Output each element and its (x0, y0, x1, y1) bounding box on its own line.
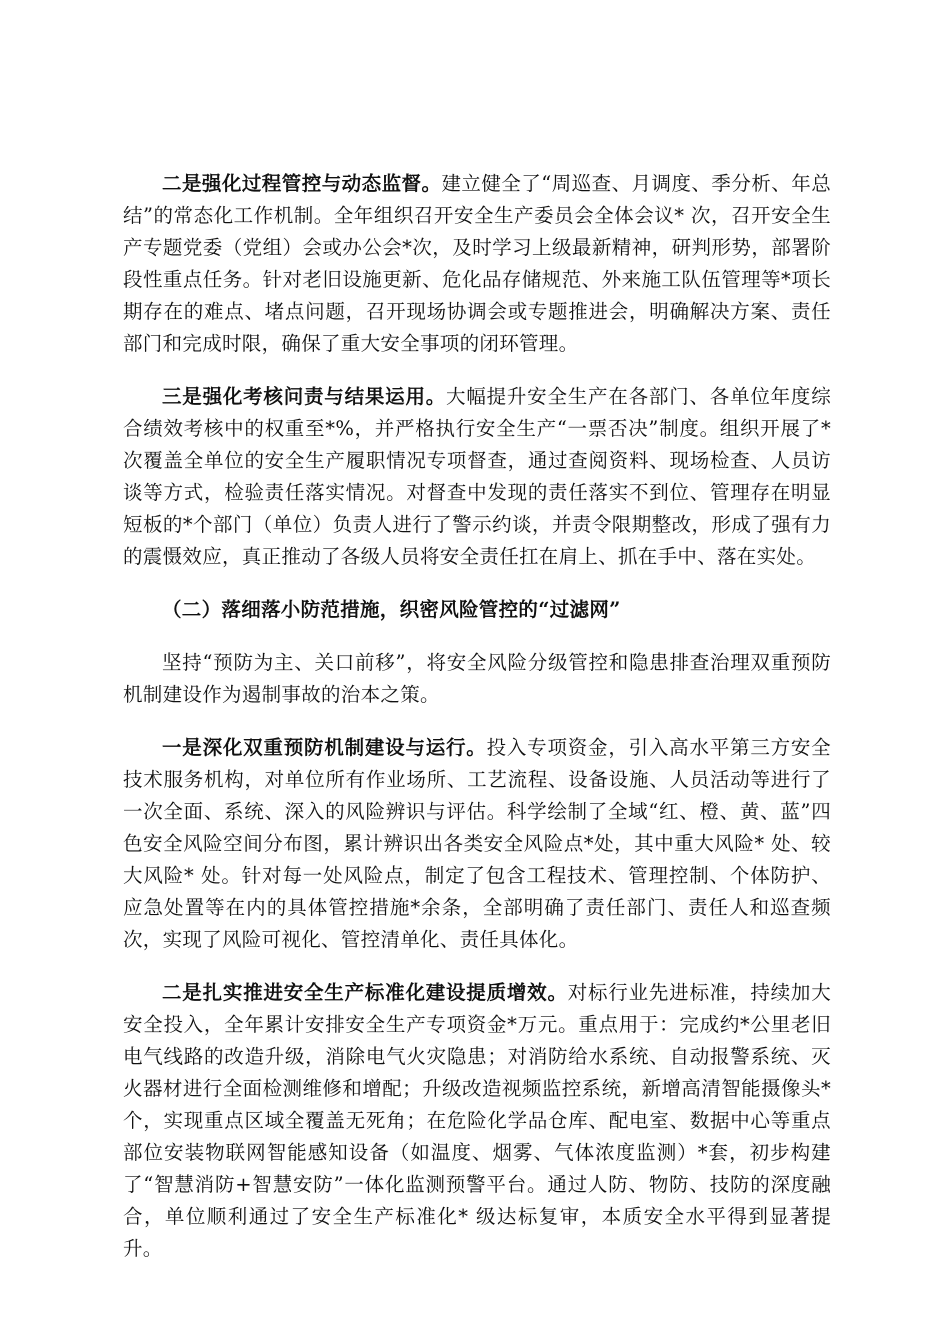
paragraph-dual-prevention (123, 732, 831, 956)
paragraph-lead: 一是深化双重预防机制建设与运行。 (162, 736, 487, 759)
paragraph-body: 对标行业先进标准，持续加大安全投入，全年累计安排安全生产专项资金*万元。重点用于：完成约*公里老旧电气线路的改造升级，消除电气火灾隐患；对消防给水系统、自动报警系统、灭火器材进行全面检测维修和增配；升级改造视频监控系统，新增高清智能摄像头*个，实现重点区域全覆盖无死角；在危险化学品仓库、配电室、数据中心等重点部位安装物联网智能感知设备（如温度、烟雾、气体浓度监测）*套，初步构建了“智慧消防+智慧安防”一体化监测预警平台。通过人防、物防、技防的深度融合，单位顺利通过了安全生产标准化* 级达标复审，本质安全水平得到显著提升。 (123, 981, 831, 1260)
section-intro: 坚持“预防为主、关口前移”，将安全风险分级管控和隐患排查治理双重预防机制建设作为遏制事故的治本之策。 (123, 651, 831, 706)
section-heading: （二）落细落小防范措施，织密风险管控的“过滤网” (162, 598, 621, 621)
paragraph-body: 建立健全了“周巡查、月调度、季分析、年总结”的常态化工作机制。全年组织召开安全生产委员会全体会议* 次，召开安全生产专题党委（党组）会或办公会*次，及时学习上级最新精神，研判形势，部署阶段性重点任务。针对老旧设施更新、危化品存储规范、外来施工队伍管理等*项长期存在的难点、堵点问题，召开现场协调会或专题推进会，明确解决方案、责任部门和完成时限，确保了重大安全事项的闭环管理。 (123, 172, 831, 355)
paragraph-process-control (123, 168, 831, 360)
paragraph-body: 大幅提升安全生产在各部门、各单位年度综合绩效考核中的权重至*%，并严格执行安全生产“一票否决”制度。组织开展了* 次覆盖全单位的安全生产履职情况专项督查，通过查阅资料、现场检查、人员访谈等方式，检验责任落实情况。对督查中发现的责任落实不到位、管理存在明显短板的*个部门（单位）负责人进行了警示约谈，并责令限期整改，形成了强有力的震慑效应，真正推动了各级人员将安全责任扛在肩上、抓在手中、落在实处。 (123, 385, 832, 568)
document-page (123, 168, 831, 1286)
paragraph-lead: 二是扎实推进安全生产标准化建设提质增效。 (162, 981, 568, 1004)
paragraph-lead: 二是强化过程管控与动态监督。 (162, 172, 442, 195)
paragraph-standardization (123, 977, 831, 1265)
paragraph-assessment (123, 381, 831, 573)
paragraph-body: 投入专项资金，引入高水平第三方安全技术服务机构，对单位所有作业场所、工艺流程、设备设施、人员活动等进行了一次全面、系统、深入的风险辨识与评估。科学绘制了全域“红、橙、黄、蓝”四色安全风险空间分布图，累计辨识出各类安全风险点*处，其中重大风险* 处、较大风险* 处。针对每一处风险点，制定了包含工程技术、管理控制、个体防护、应急处置等在内的具体管控措施*余条，全部明确了责任部门、责任人和巡查频次，实现了风险可视化、管控清单化、责任具体化。 (123, 736, 831, 951)
paragraph-lead: 三是强化考核问责与结果运用。 (162, 385, 447, 408)
